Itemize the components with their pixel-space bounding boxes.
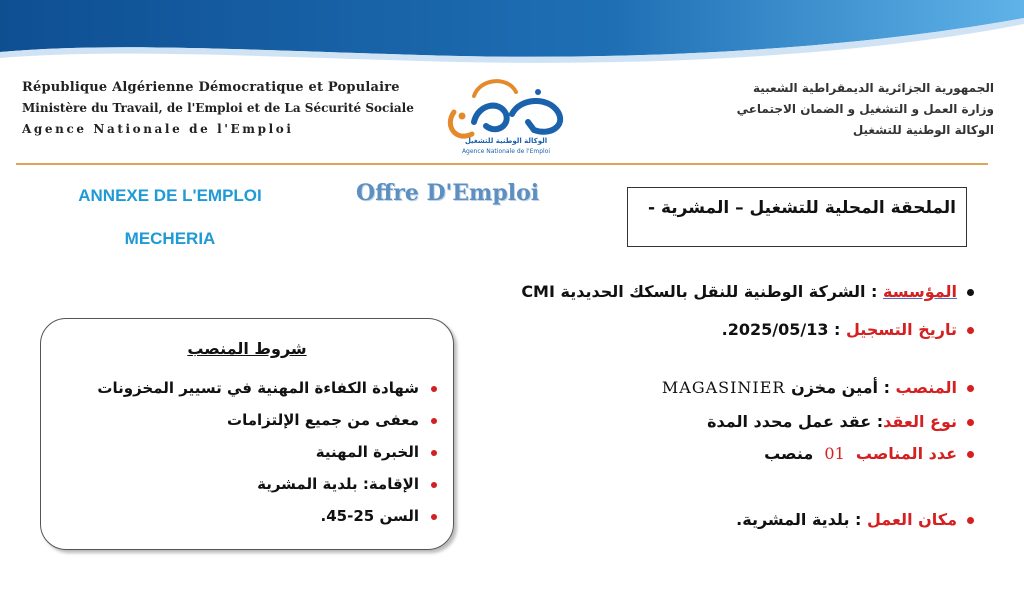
bullet-icon [967,385,974,392]
condition-item [227,411,437,429]
position-value-ar: أمين مخزن [791,378,878,397]
bullet-icon [967,327,974,334]
position-value-fr: MAGASINIER [661,378,786,397]
contract-value: عقد عمل محدد المدة [707,412,872,431]
registration-label: تاريخ التسجيل [846,320,957,339]
french-header [22,77,414,140]
contract-sep: : [871,412,884,431]
condition-text: السن 25-45. [320,507,419,525]
bullet-icon [431,514,437,520]
condition-text: شهادة الكفاءة المهنية في تسيير المخزونات [97,379,419,397]
condition-text: الإقامة: بلدية المشرية [257,475,419,493]
detail-count [764,444,974,463]
detail-contract [707,412,974,431]
institution-label: المؤسسة [883,282,957,301]
ministry-fr: Ministère du Travail, de l'Emploi et de La Sécurité Sociale [22,101,414,115]
condition-item [316,443,437,461]
bullet-icon [431,450,437,456]
bullet-icon [431,482,437,488]
condition-text: الخبرة المهنية [315,443,419,461]
logo-caption-fr: Agence Nationale de l'Emploi [461,148,551,155]
ministry-ar: وزارة العمل و التشغيل و الضمان الاجتماعي [736,102,994,116]
workplace-label: مكان العمل [867,510,957,529]
count-label: عدد المناصب [855,444,957,463]
position-label: المنصب [895,378,957,397]
institution-value: الشركة الوطنية للنقل بالسكك الحديدية CMI [521,282,866,301]
condition-item [321,507,437,525]
count-number: 01 [824,444,845,463]
agency-box [627,187,967,247]
detail-institution [521,282,974,301]
position-sep: : [878,378,896,397]
workplace-sep: : [849,510,868,529]
count-unit: منصب [764,444,814,463]
bullet-icon [967,419,974,426]
republic-fr: République Algérienne Démocratique et Populaire [22,80,400,95]
detail-position [662,378,974,397]
condition-item [97,379,437,397]
institution-sep: : [865,282,884,301]
arabic-header [737,78,994,141]
bullet-icon [967,517,974,524]
contract-label: نوع العقد [883,412,957,431]
registration-sep: : [828,320,847,339]
annexe-title: ANNEXE DE L'EMPLOI [78,186,262,205]
agency-ar: الوكالة الوطنية للتشغيل [852,123,994,137]
agency-box-text: الملحقة المحلية للتشغيل – المشرية - [648,198,956,218]
bullet-icon [431,386,437,392]
condition-text: معفى من جميع الإلتزامات [227,411,419,429]
conditions-title: شروط المنصب [187,339,307,358]
agency-fr: Agence Nationale de l'Emploi [22,122,294,136]
detail-workplace [736,510,974,529]
header-wave [0,0,1024,70]
bullet-icon [431,418,437,424]
conditions-box [40,318,454,550]
logo-caption-ar: الوكالة الوطنية للتشغيل [464,137,548,145]
detail-registration [722,320,974,339]
registration-value: 2025/05/13. [721,320,829,339]
condition-item [257,475,437,493]
bullet-icon [967,451,974,458]
header-divider [16,163,988,165]
republic-ar: الجمهورية الجزائرية الديمقراطية الشعبية [752,81,994,95]
bullet-icon [967,289,974,296]
annexe-city: MECHERIA [124,229,216,248]
workplace-value: بلدية المشرية. [736,510,850,529]
offer-title: Offre D'Emploi [356,180,540,206]
